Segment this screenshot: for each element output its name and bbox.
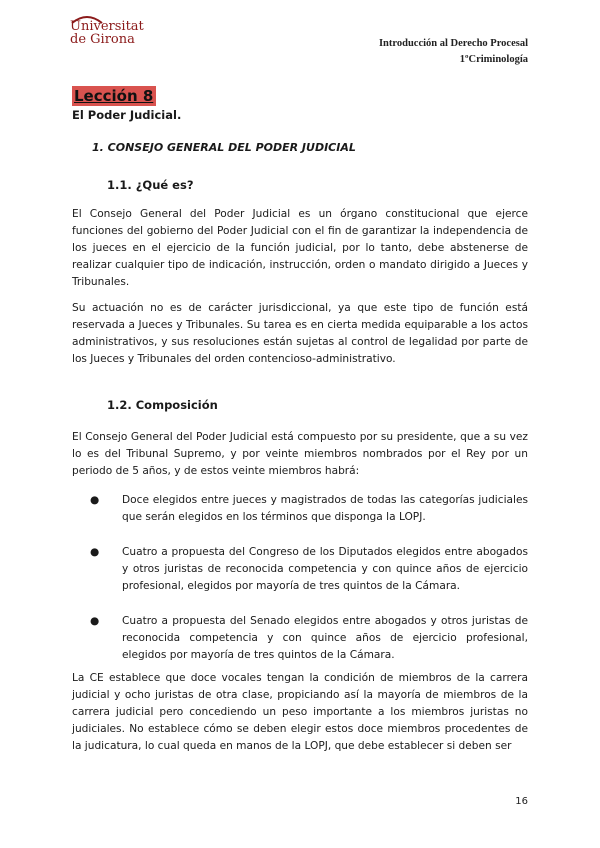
list-item-text: Cuatro a propuesta del Congreso de los Diputados elegidos entre abogados y otros juristas de reconocida competencia y con quince años de ejercicio profesional, elegidos por mayoría de tres quintos de la Cámara. (122, 546, 528, 592)
paragraph-ce-vocales: La CE establece que doce vocales tengan la condición de miembros de la carrera judicial y ocho juristas de otra clase, propiciando así la mayoría de miembros de la carrera judicial pero concediendo un peso importante a los miembros juristas no judiciales. No establece cómo se deben elegir estos doce miembros procedentes de la judicatura, lo cual queda en manos de la LOPJ, que debe establecer si deben ser (72, 672, 528, 752)
subsection-heading-composicion: 1.2. Composición (107, 398, 218, 412)
course-name: Introducción al Derecho Procesal (378, 38, 528, 49)
bullet-icon: ● (90, 546, 100, 558)
list-item-text: Doce elegidos entre jueces y magistrados de todas las categorías judiciales que serán elegidos en los términos que disponga la LOPJ. (122, 494, 528, 523)
paragraph-definition: El Consejo General del Poder Judicial es un órgano constitucional que ejerce funciones del gobierno del Poder Judicial con el fin de garantizar la independencia de los jueces en el ejercicio de la función judicial, por lo tanto, debe abstenerse de realizar cualquier tipo de indicación, instrucción, orden o mandato dirigido a Jueces y Tribunales. (72, 208, 528, 288)
paragraph-composition-intro: El Consejo General del Poder Judicial está compuesto por su presidente, que a su vez lo es del Tribunal Supremo, y por veinte miembros nombrados por el Rey por un periodo de 5 años, y de estos veinte miembros habrá: (72, 431, 528, 477)
list-item-text: Cuatro a propuesta del Senado elegidos entre abogados y otros juristas de reconocida competencia y con quince años de ejercicio profesional, elegidos por mayoría de tres quintos de la Cámara. (122, 615, 528, 661)
lesson-subtitle: El Poder Judicial. (72, 108, 182, 122)
bullet-icon: ● (90, 615, 100, 627)
course-year: 1ºCriminología (459, 54, 528, 65)
list-item (72, 492, 528, 526)
bullet-icon: ● (90, 494, 100, 506)
page-number: 16 (515, 796, 528, 807)
logo-line1: Universitat (70, 19, 144, 34)
list-item (72, 613, 528, 664)
paragraph-actuacion: Su actuación no es de carácter jurisdiccional, ya que este tipo de función está reservada a Jueces y Tribunales. Su tarea es en cierta medida equiparable a los actos administrativos, y sus resoluciones están sujetas al control de legalidad por parte de los Jueces y Tribunales del orden contencioso-administrativo. (72, 302, 528, 365)
subsection-heading-que-es: 1.1. ¿Qué es? (107, 178, 194, 192)
composition-list (72, 492, 528, 664)
logo-line2: de Girona (70, 32, 135, 47)
university-logo (70, 14, 150, 70)
logo-arch-icon (70, 14, 104, 24)
page-header (379, 36, 528, 68)
lesson-title: Lección 8 (72, 86, 156, 106)
list-item (72, 544, 528, 595)
section-heading: 1. CONSEJO GENERAL DEL PODER JUDICIAL (92, 141, 356, 154)
